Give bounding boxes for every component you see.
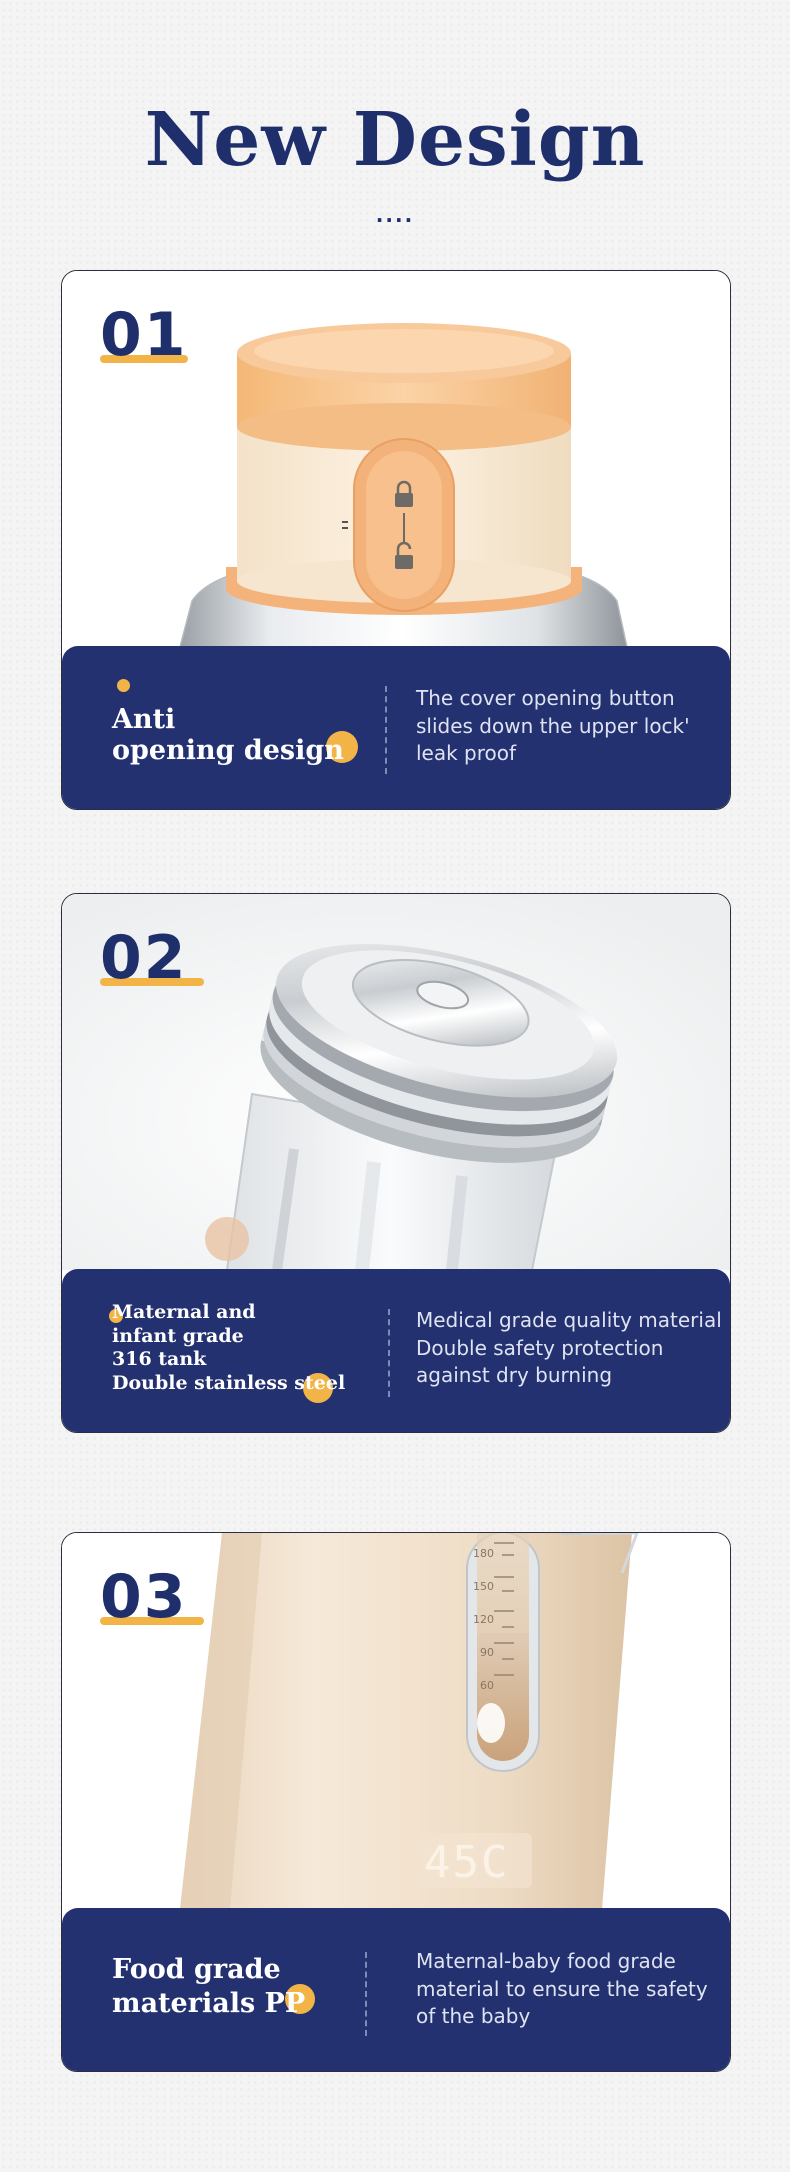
accent-dot — [117, 679, 130, 692]
feature-heading-line: 316 tank — [112, 1348, 207, 1370]
description-line: material to ensure the safety — [416, 1976, 708, 2001]
feature-heading-line: Double stainless steel — [112, 1371, 346, 1394]
card-number: 01 — [100, 300, 188, 370]
feature-heading-line: infant grade — [112, 1324, 244, 1347]
dashed-divider — [385, 686, 387, 774]
feature-heading — [112, 1301, 345, 1395]
description-line: Medical grade quality material — [416, 1308, 722, 1332]
description-line: leak proof — [416, 741, 517, 765]
card-3-image — [62, 1533, 730, 1909]
feature-card-1 — [61, 270, 731, 810]
temperature-display: 45C — [424, 1837, 510, 1888]
feature-heading-line: opening design — [112, 735, 344, 766]
description-line: Double safety protection — [416, 1335, 664, 1360]
dashed-divider — [388, 1309, 390, 1397]
card-1-image — [62, 271, 730, 647]
title-dots: .... — [375, 203, 415, 227]
feature-description — [416, 1948, 708, 2031]
scale-label: 120 — [473, 1613, 494, 1626]
feature-heading — [112, 704, 344, 766]
scale-label: 180 — [473, 1547, 494, 1560]
dashed-divider — [365, 1952, 367, 2036]
scale-labels — [460, 1537, 494, 1702]
card-2-image — [62, 894, 730, 1270]
description-line: Maternal-baby food grade — [416, 1949, 676, 1973]
description-line: slides down the upper lock' — [416, 713, 690, 738]
description-line: The cover opening button — [416, 686, 675, 710]
feature-heading-line: Maternal and — [112, 1301, 256, 1323]
feature-heading-line: materials PP — [112, 1988, 306, 2019]
description-line: against dry burning — [416, 1363, 613, 1387]
card-3-footer — [62, 1908, 730, 2072]
card-1-footer — [62, 646, 730, 810]
page-title: New Design — [144, 97, 646, 183]
scale-label: 90 — [480, 1646, 494, 1659]
scale-label: 150 — [473, 1580, 494, 1593]
feature-card-2 — [61, 893, 731, 1433]
feature-description — [416, 1307, 722, 1390]
feature-heading-line: Food grade — [112, 1954, 281, 1985]
feature-description — [416, 685, 690, 768]
card-number: 02 — [100, 923, 188, 993]
description-line: of the baby — [416, 2004, 531, 2028]
card-number: 03 — [100, 1562, 188, 1632]
feature-card-3 — [61, 1532, 731, 2072]
feature-heading — [112, 1953, 305, 2021]
card-2-footer — [62, 1269, 730, 1433]
feature-heading-line: Anti — [112, 704, 176, 735]
scale-label: 60 — [480, 1679, 494, 1692]
